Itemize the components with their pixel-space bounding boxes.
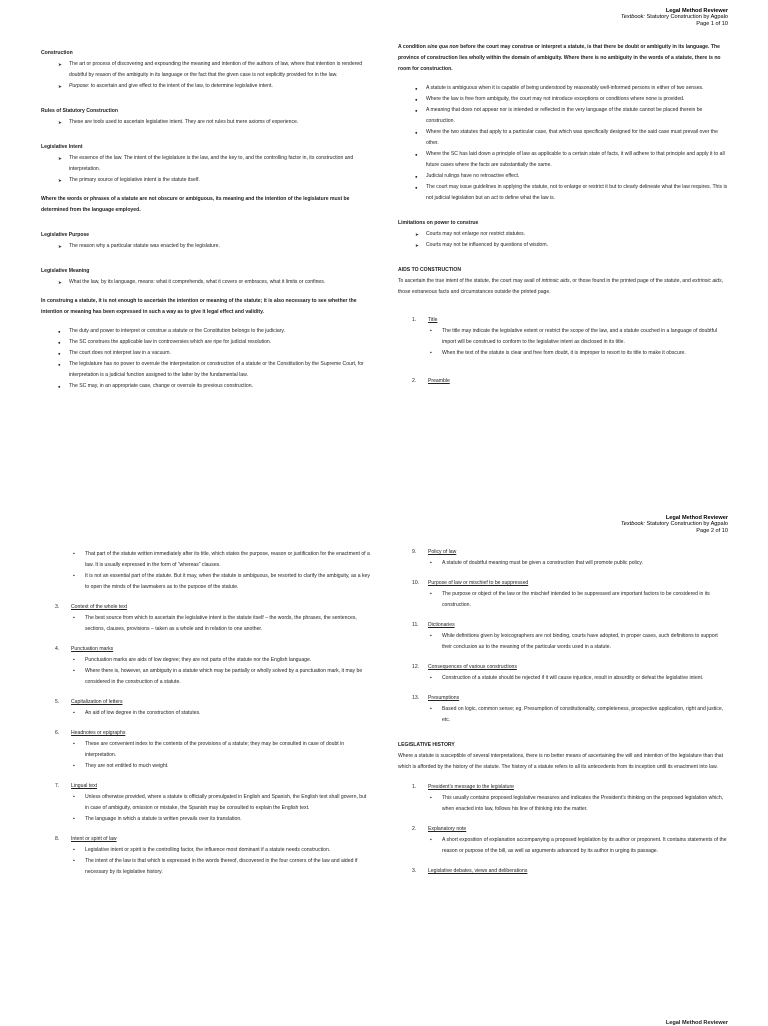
bold-paragraph: A condition sine qua non before the court may construe or interpret a statute, is that there be doubt or ambiguity in its language. The province of construction lies wholly within the domain of ambiguity. Where there is no ambiguity in the words of a statute, there is no room for construction.: [398, 44, 721, 72]
list-item: ▪ The best source from which to ascertain the legislative intent is the statute itself – the words, the phrases, the sentences, sections, clauses, provisions – taken as a whole and in relation to one another.: [41, 613, 371, 635]
section-heading: Legislative Intent: [41, 144, 83, 150]
header-textbook-label: Textbook:: [620, 521, 645, 528]
header-title: Legal Method Reviewer: [665, 515, 728, 521]
list-item: ▪ Construction of a statute should be rejected if it will cause injustice, result in absurdity or defeat the legislative intent.: [398, 673, 728, 684]
numbered-heading: 2. Explanatory note: [412, 826, 467, 832]
numbered-heading: 9. Policy of law: [412, 549, 457, 555]
list-item: ● The SC may, in an appropriate case, change or overrule its previous construction.: [41, 381, 371, 392]
next-page-header: Legal Method Reviewer: [665, 1020, 728, 1026]
list-item: ▪ This usually contains proposed legislative measures and indicates the President’s thinking on the proposed legislation which, when enacted into law, follows his line of thinking into the matter.: [398, 793, 728, 815]
section-heading: LEGISLATIVE HISTORY: [398, 742, 455, 748]
list-item: ▪ An aid of low degree in the construction of statutes.: [41, 708, 371, 719]
header-page-number: Page 2 of 10: [696, 527, 728, 534]
list-item: ▪ That part of the statute written immediately after its title, which states the purpose, reason or justification for the enactment of a law. It is usually expressed in the form of “whereas” clauses.: [41, 549, 371, 571]
list-item: ➤ Purpose: to ascertain and give effect to the intent of the law, to determine legislative intent.: [41, 81, 371, 92]
numbered-heading: 3. Legislative debates, views and deliberations: [412, 868, 528, 874]
list-item: ▪ When the text of the statute is clear and free form doubt, it is improper to resort to its title to make it obscure.: [398, 348, 728, 359]
list-item: ▪ Where there is, however, an ambiguity in a statute which may be partially or wholly solved by a punctuation mark, it may be considered in the construction of a statute.: [41, 666, 371, 688]
section-heading: AIDS TO CONSTRUCTION: [398, 267, 462, 273]
numbered-heading: 12. Consequences of various constructions: [412, 664, 517, 670]
list-item: ● The SC construes the applicable law in controversies which are ripe for judicial resolution.: [41, 337, 371, 348]
list-item: ● Judicial rulings have no retroactive effect.: [398, 171, 728, 182]
list-item: ● Where the two statutes that apply to a particular case, that which was specifically designed for the said case must prevail over the other.: [398, 127, 728, 149]
list-item: ➤ Courts may not be influenced by questions of wisdom.: [398, 240, 728, 251]
list-item: ▪ The purpose or object of the law or the mischief intended to be suppressed are important factors to be considered in its construction.: [398, 589, 728, 611]
numbered-heading: 1. Title: [412, 317, 438, 323]
list-item: ▪ They are not entitled to much weight.: [41, 761, 371, 772]
list-item: ▪ The language in which a statute is written prevails over its translation.: [41, 814, 371, 825]
list-item: ● Where the SC has laid down a principle of law as applicable to a certain state of facts, it will adhere to that principle and apply it to all future cases where the facts are substantially the same.: [398, 149, 728, 171]
list-item: ● Where the law is free from ambiguity, the court may not introduce exceptions or conditions where none is provided.: [398, 94, 728, 105]
document-page-1: [0, 0, 768, 505]
header-title: Legal Method Reviewer: [665, 8, 728, 14]
list-item: ➤ The primary source of legislative intent is the statute itself.: [41, 175, 371, 186]
section-heading: Construction: [41, 50, 73, 56]
header-textbook: Statutory Construction by Agpalo: [646, 521, 728, 528]
paragraph: Where a statute is susceptible of several interpretations, there is no better means of ascertaining the will and intention of the legislature than that which is afforded by the history of the statute. The history of a statute refers to all its antecedents from its inception until its enactment into law.: [398, 753, 724, 770]
list-item: ➤ These are tools used to ascertain legislative intent. They are not rules but mere axioms of experience.: [41, 117, 371, 128]
numbered-heading: 3. Context of the whole text: [55, 604, 128, 610]
list-item: ▪ Punctuation marks are aids of low degree; they are not parts of the statute nor the English language.: [41, 655, 371, 666]
right-column: [398, 547, 728, 877]
list-item: ▪ Based on logic, common sense; eg. Presumption of constitutionality, completeness, prospective application, right and justice, etc.: [398, 704, 728, 726]
list-item: ▪ It is not an essential part of the statute. But it may, when the statute is ambiguous, be resorted to clarify the ambiguity, as a key to open the minds of the lawmakers as to the purpose of the statute.: [41, 571, 371, 593]
list-item: ▪ While definitions given by lexicographers are not binding, courts have adopted, in proper cases, such definitions to support their conclusion as to the meaning of the particular words used in a statute.: [398, 631, 728, 653]
list-item: ● The court does not interpret law in a vacuum.: [41, 348, 371, 359]
numbered-heading: 13. Presumptions: [412, 695, 460, 701]
list-item: ▪ These are convenient index to the contents of the provisions of a statute; they may be consulted in case of doubt in interpretation.: [41, 739, 371, 761]
page-header: [621, 515, 728, 534]
list-item: ● The legislature has no power to overrule the interpretation or construction of a statute or the Constitution by the Supreme Court, for interpretation is a judicial function assigned to the latter by the fundamental law.: [41, 359, 371, 381]
numbered-heading: 6. Headnotes or epigraphs: [55, 730, 126, 736]
bold-paragraph: In construing a statute, it is not enough to ascertain the intention or meaning of the statute; it is also necessary to see whether the intention or meaning has been expressed in such a way as to give it legal effect and validity.: [41, 298, 357, 315]
numbered-heading: 7. Lingual text: [55, 783, 98, 789]
section-heading: Limitations on power to construe: [398, 220, 479, 226]
list-item: ▪ The title may indicate the legislative extent or restrict the scope of the law, and a statute couched in a language of doubtful import will be construed to conform to the legislative intent as disclosed in its title.: [398, 326, 728, 348]
section-heading: Rules of Statutory Construction: [41, 108, 118, 114]
numbered-heading: 2. Preamble: [412, 378, 450, 384]
list-item: ➤ The essence of the law. The intent of the legislature is the law, and the key to, and the controlling factor in, its construction and interpretation.: [41, 153, 371, 175]
right-column: [398, 42, 728, 387]
list-item: ➤ The art or process of discovering and expounding the meaning and intention of the authors of law, where that intention is rendered doubtful by reason of the ambiguity in its language or the fact that the given case is not explicitly provided for in the law.: [41, 59, 371, 81]
header-textbook: Statutory Construction by Agpalo: [646, 14, 728, 21]
list-item: ▪ The intent of the law is that which is expressed in the words thereof, discovered in the four corners of the law and aided if necessary by its legislative history.: [41, 856, 371, 878]
left-column: [41, 549, 371, 878]
numbered-heading: 1. President’s message to the legislature: [412, 784, 514, 790]
list-item: ▪ Legislative intent or spirit is the controlling factor, the influence most dominant if a statute needs construction.: [41, 845, 371, 856]
page-header: [621, 8, 728, 27]
section-heading: Legislative Purpose: [41, 232, 90, 238]
numbered-heading: 10. Purpose of law or mischief to be suppressed: [412, 580, 529, 586]
list-item: ▪ Unless otherwise provided, where a statute is officially promulgated in English and Spanish, the English text shall govern, but in case of ambiguity, omission or mistake, the Spanish may be consulted to explain the English text.: [41, 792, 371, 814]
list-item: ▪ A statute of doubtful meaning must be given a construction that will promote public policy.: [398, 558, 728, 569]
list-item: ● A meaning that does not appear nor is intended or reflected in the very language of the statute cannot be placed therein be construction.: [398, 105, 728, 127]
header-page-number: Page 1 of 10: [696, 20, 728, 27]
list-item: ● The court may issue guidelines in applying the statute, not to enlarge or restrict it but to clearly delineate what the law requires. This is not judicial legislation but an act to define what the law is.: [398, 182, 728, 204]
list-item: ➤ Courts may not enlarge nor restrict statutes.: [398, 229, 728, 240]
paragraph: To ascertain the true intent of the statute, the court may avail of intrinsic aids, or those found in the printed page of the statute, and extrinsic aids, those extraneous facts and circumstances outside the printed page.: [398, 278, 724, 295]
list-item: ➤ The reason why a particular statute was enacted by the legislature.: [41, 241, 371, 252]
numbered-heading: 4. Punctuation marks: [55, 646, 114, 652]
section-heading: Legislative Meaning: [41, 268, 90, 274]
list-item: ● A statute is ambiguous when it is capable of being understood by reasonably well-informed persons in either of two senses.: [398, 83, 728, 94]
numbered-heading: 8. Intent or spirit of law: [55, 836, 117, 842]
list-item: ➤ What the law, by its language, means: what it comprehends, what it covers or embraces, what it limits or confines.: [41, 277, 371, 288]
left-column: [41, 42, 371, 392]
numbered-heading: 11. Dictionaries: [412, 622, 455, 628]
numbered-heading: 5. Capitalization of letters: [55, 699, 123, 705]
list-item: ● The duty and power to interpret or construe a statute or the Constitution belongs to the judiciary.: [41, 326, 371, 337]
bold-paragraph: Where the words or phrases of a statute are not obscure or ambiguous, its meaning and the intention of the legislature must be determined from the language employed.: [41, 196, 350, 213]
document-page-2: [0, 505, 768, 1024]
list-item: ▪ A short exposition of explanation accompanying a proposed legislation by its author or proponent. It contains statements of the reason or purpose of the bill, as well as arguments advanced by its author in urging its passage.: [398, 835, 728, 857]
header-textbook-label: Textbook:: [620, 14, 645, 21]
